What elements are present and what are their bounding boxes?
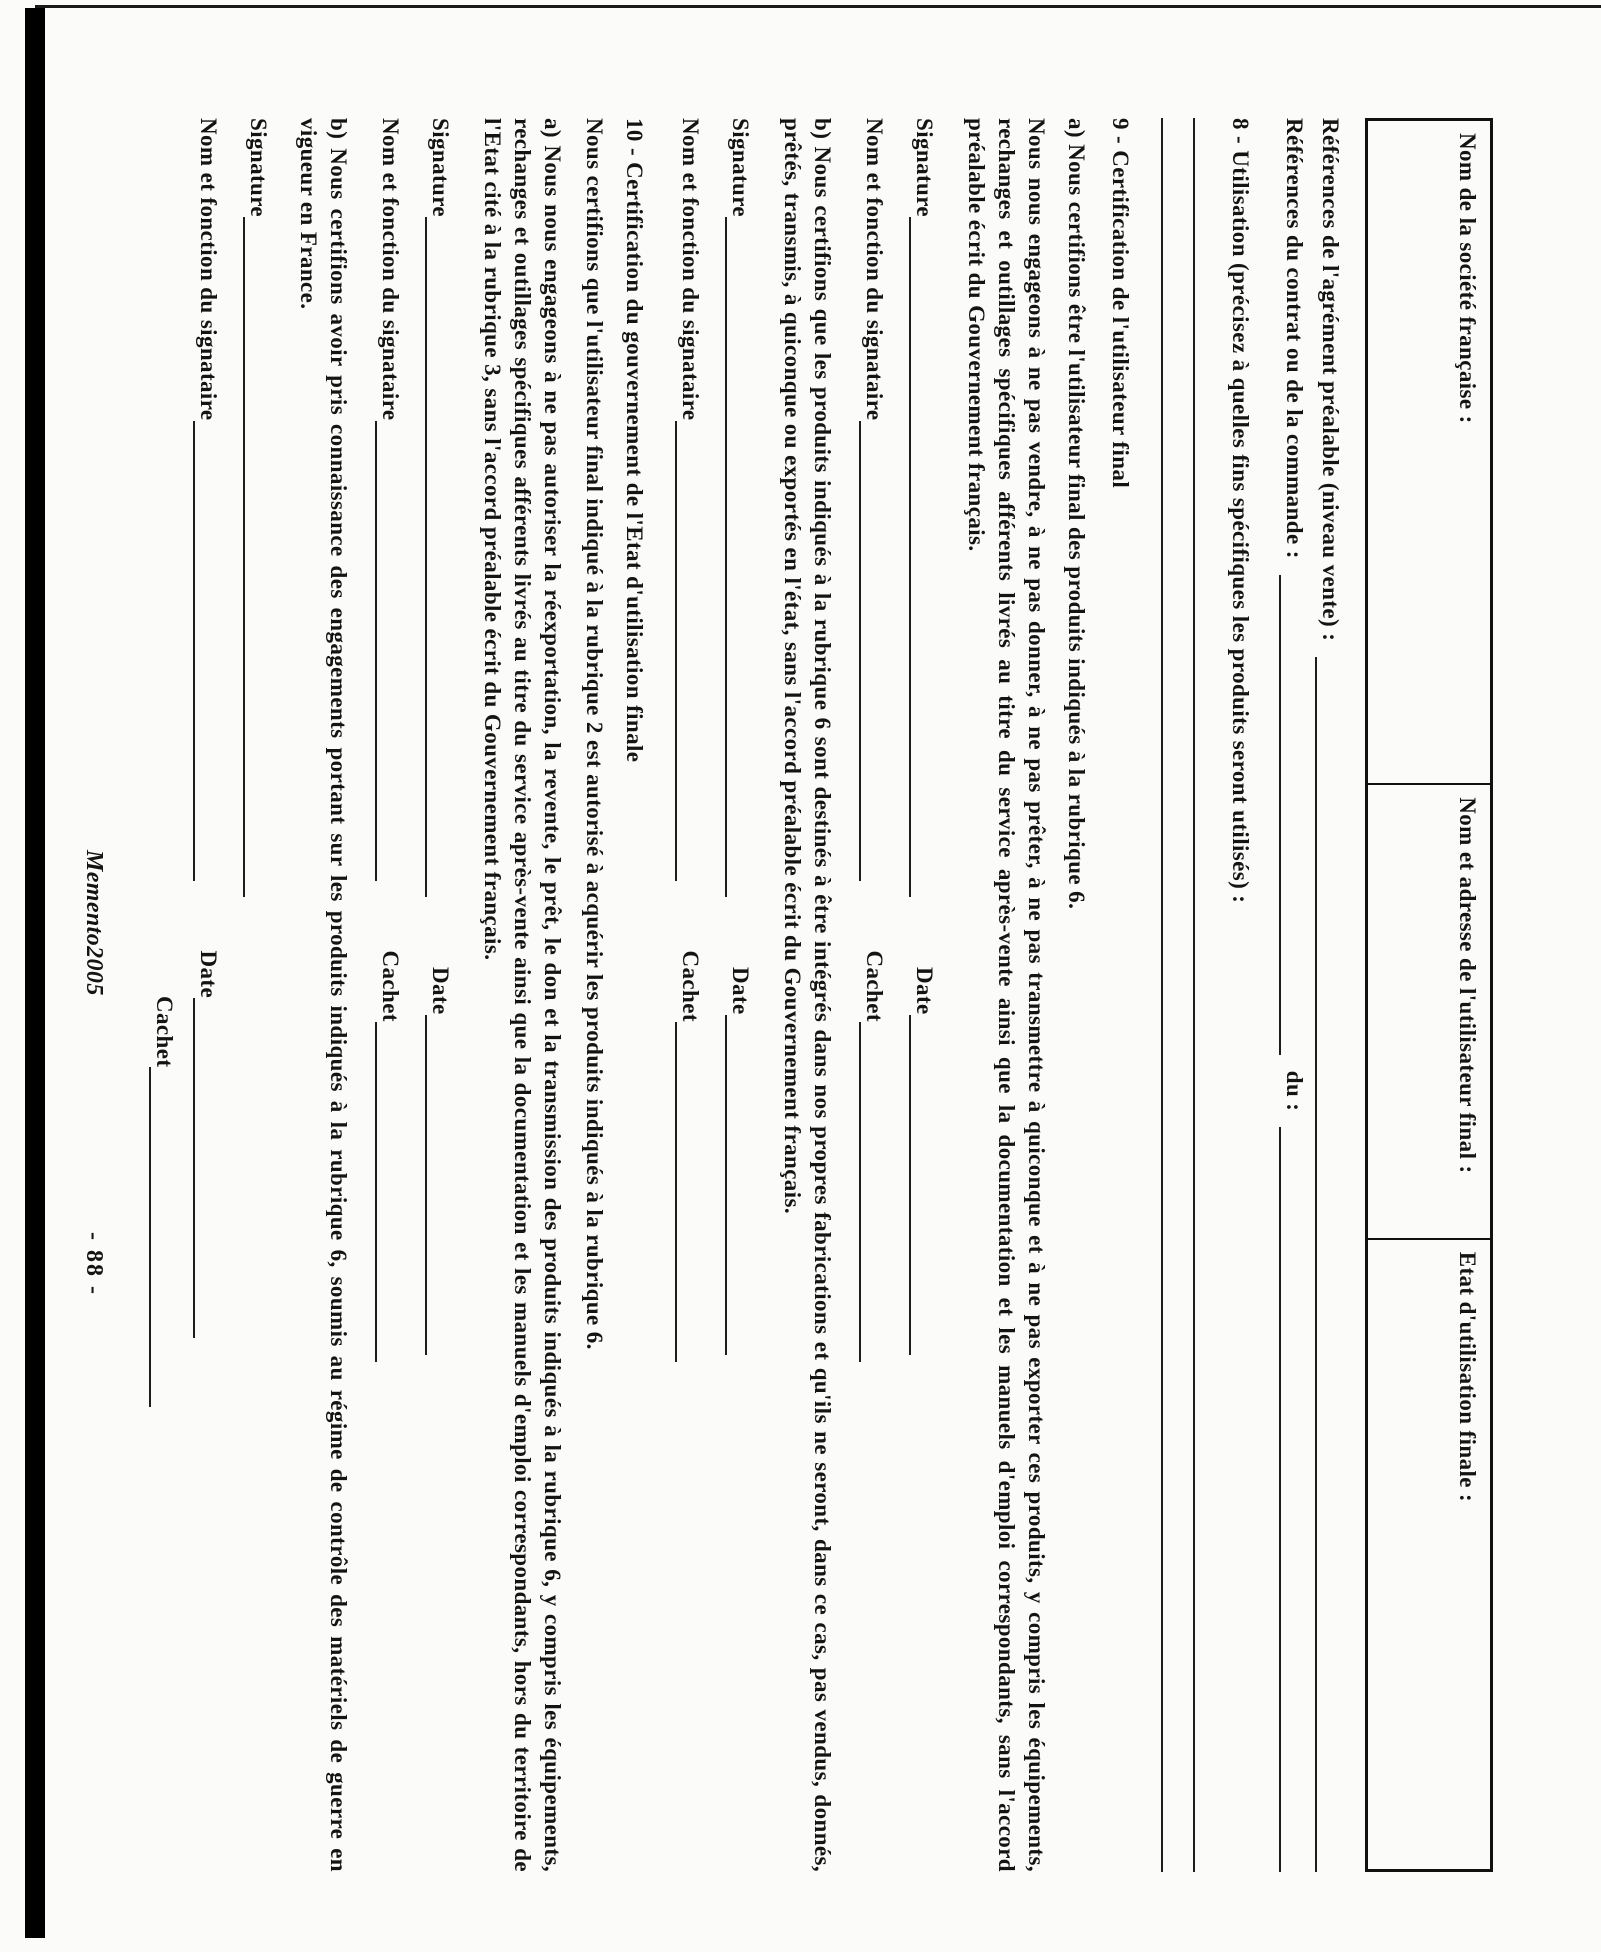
page-footer — [67, 0, 107, 1952]
blank-line — [1279, 575, 1303, 1055]
name-function-line — [675, 421, 699, 881]
scan-edge-line — [35, 5, 1601, 8]
section-9-engagement: Nous nous engageons à ne pas vendre, à ne pas donner, à ne pas prêter, à ne pas transmettre à quiconque et à ne pas exporter ces produits, y compris les équipements, rechanges et outillages spécifiques afférents livrés au titre du service après-vente ainsi que la documentation et les manuels d'emploi correspondants, sans l'accord préalable écrit du Gouvernement français. — [964, 118, 1049, 1872]
signature-row — [425, 118, 455, 1872]
name-function-row — [375, 118, 405, 1872]
section-10-heading: 10 - Certification du gouvernement de l'Etat d'utilisation finale — [622, 118, 647, 763]
date-line — [725, 1015, 749, 1355]
signature-line — [909, 217, 933, 897]
blank-line — [1193, 118, 1195, 1872]
name-function-label: Nom et fonction du signataire — [378, 118, 403, 421]
date-label: Date — [196, 950, 221, 999]
section-8-heading: 8 - Utilisation (précisez à quelles fins spécifiques les produits seront utilisés) : — [1228, 118, 1253, 904]
scan-edge-bar — [25, 8, 45, 1938]
field-societe-francaise — [1368, 121, 1490, 785]
memento-title: Memento2005 — [81, 850, 107, 996]
cachet-label: Cachet — [678, 950, 703, 1022]
name-function-label: Nom et fonction du signataire — [678, 118, 703, 421]
date-line — [909, 1015, 933, 1355]
signature-line — [243, 217, 267, 897]
page-number: - 88 - — [81, 1232, 107, 1296]
cachet-label: Cachet — [862, 950, 887, 1022]
name-function-line — [375, 421, 399, 881]
signature-line — [725, 217, 749, 897]
etat-utilisation-label: Etat d'utilisation finale : — [1455, 1251, 1480, 1503]
cachet-line — [675, 1022, 699, 1362]
signature-row — [243, 118, 273, 1872]
date-label: Date — [912, 967, 937, 1015]
utilisateur-final-label: Nom et adresse de l'utilisateur final : — [1455, 797, 1480, 1174]
section-9-item-a: a) Nous certifions être l'utilisateur final des produits indiqués à la rubrique 6. — [1064, 118, 1089, 910]
references-contrat-row — [1279, 118, 1309, 1872]
date-line — [193, 998, 217, 1338]
blank-line — [1279, 1127, 1303, 1872]
cachet-row — [149, 118, 179, 1872]
signature-line — [425, 217, 449, 897]
cachet-line — [149, 1067, 173, 1407]
section-9-heading: 9 - Certification de l'utilisateur final — [1108, 118, 1133, 489]
date-label: Date — [428, 967, 453, 1015]
blank-line — [1161, 118, 1163, 1872]
cachet-line — [859, 1022, 883, 1362]
section-9-item-b: b) Nous certifions que les produits indiqués à la rubrique 6 sont destinés à être intégrés dans nos propres fabrications et qu'ils ne seront, dans ce cas, pas vendus, donnés, prêtés, transmis, à quiconque ou exportés en l'état, sans l'accord préalable écrit du Gouvernement français. — [780, 118, 835, 1872]
name-function-line — [193, 421, 217, 881]
societe-francaise-label: Nom de la société française : — [1455, 133, 1480, 424]
signature-label: Signature — [246, 118, 271, 218]
form-content — [149, 118, 1493, 1872]
signature-label: Signature — [728, 118, 753, 218]
name-function-label: Nom et fonction du signataire — [196, 118, 221, 421]
field-etat-utilisation — [1368, 1240, 1490, 1869]
name-function-label: Nom et fonction du signataire — [862, 118, 887, 421]
name-function-row — [675, 118, 705, 1872]
name-function-row — [193, 118, 223, 1872]
signature-label: Signature — [912, 118, 937, 218]
cachet-label: Cachet — [152, 996, 177, 1068]
section-10-item-a: a) Nous nous engageons à ne pas autoriser la réexportation, la revente, le prêt, le don et la transmission des produits indiqués à la rubrique 6, y compris les équipements, rechanges et outillages spécifiques afférents livrés au titre du service après-vente ainsi que la documentation et les manuels d'emploi correspondants, hors du territoire de l'Etat cité à la rubrique 3, sans l'accord préalable écrit du Gouvernement français. — [480, 118, 565, 1872]
header-box — [1365, 118, 1493, 1872]
references-agrement-row — [1315, 118, 1345, 1872]
du-label: du : — [1282, 1070, 1307, 1112]
section-10-intro: Nous certifions que l'utilisateur final indiqué à la rubrique 2 est autorisé à acquérir les produits indiqués à la rubrique 6. — [582, 118, 607, 1350]
blank-line — [1315, 657, 1339, 1872]
signature-row — [909, 118, 939, 1872]
references-agrement-label: Références de l'agrément préalable (niveau vente) : — [1318, 118, 1343, 642]
cachet-label: Cachet — [378, 950, 403, 1022]
signature-row — [725, 118, 755, 1872]
section-10-item-b: b) Nous certifions avoir pris connaissance des engagements portant sur les produits indiqués à la rubrique 6, soumis au régime de contrôle des matériels de guerre en vigueur en France. — [296, 118, 351, 1872]
name-function-row — [859, 118, 889, 1872]
date-label: Date — [728, 967, 753, 1015]
field-utilisateur-final — [1368, 785, 1490, 1239]
references-contrat-label: Références du contrat ou de la commande : — [1282, 118, 1307, 559]
date-line — [425, 1015, 449, 1355]
name-function-line — [859, 421, 883, 881]
cachet-line — [375, 1022, 399, 1362]
signature-label: Signature — [428, 118, 453, 218]
